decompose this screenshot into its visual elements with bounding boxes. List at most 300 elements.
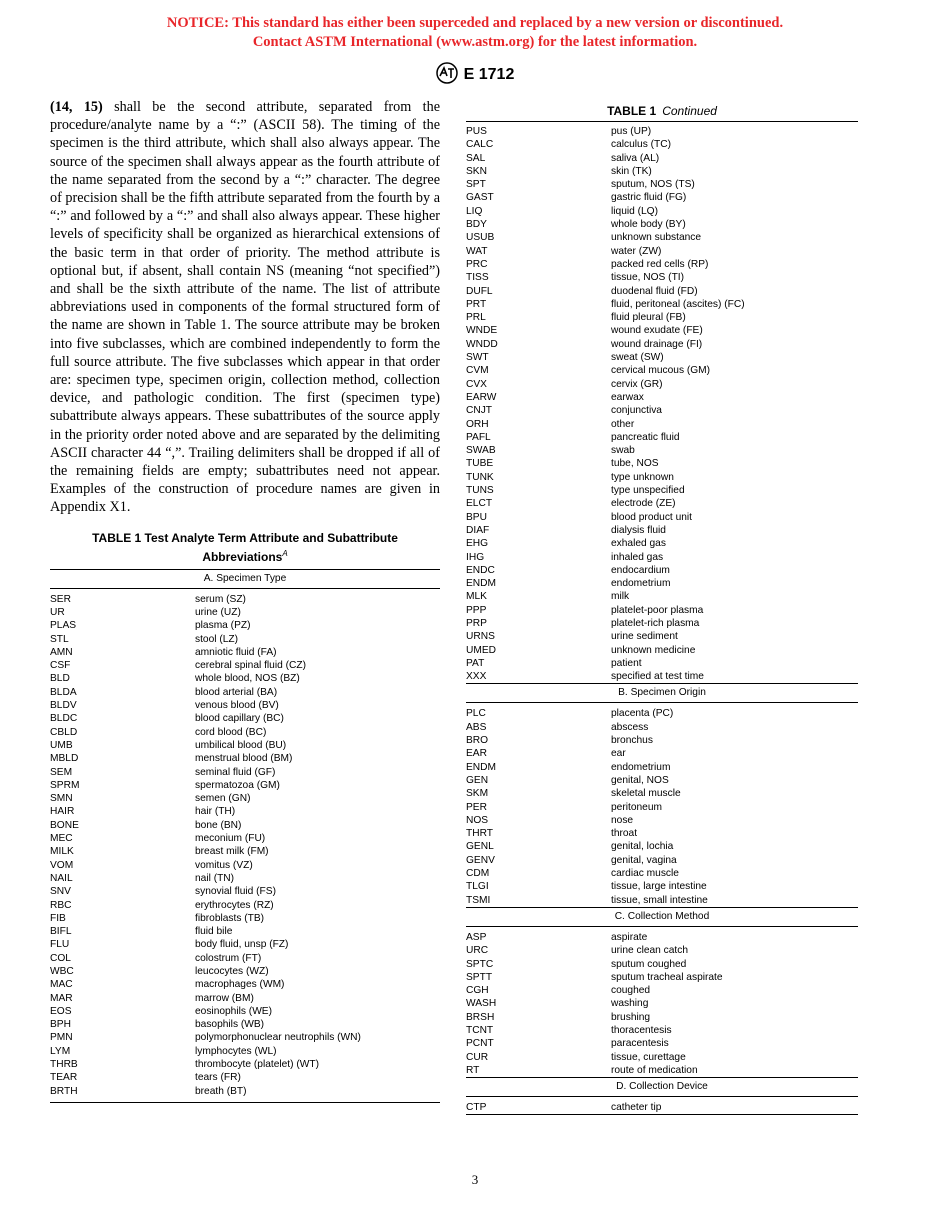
astm-logo-icon xyxy=(436,62,458,84)
notice-line-2: Contact ASTM International (www.astm.org) for the latest information. xyxy=(252,34,698,50)
designation: E 1712 xyxy=(463,66,515,83)
table-title xyxy=(50,531,440,565)
table-title-line-1: TABLE 1 Test Analyte Term Attribute and Subattribute xyxy=(92,530,398,545)
table-row xyxy=(466,484,858,497)
table-row xyxy=(466,1064,858,1077)
meaning-cell: endometrium xyxy=(611,578,671,590)
abbreviation-cell: TLGI xyxy=(466,881,489,893)
table-row xyxy=(466,971,858,984)
section-b-heading: B. Specimen Origin xyxy=(466,683,858,703)
meaning-cell: colostrum (FT) xyxy=(195,952,262,964)
meaning-cell: whole blood, NOS (BZ) xyxy=(195,673,300,685)
meaning-cell: tissue, NOS (TI) xyxy=(611,272,685,284)
table-row xyxy=(50,739,440,752)
abbreviation-cell: BPH xyxy=(50,1019,71,1031)
section-d-heading: D. Collection Device xyxy=(466,1077,858,1097)
table-row xyxy=(466,1037,858,1050)
meaning-cell: plasma (PZ) xyxy=(195,620,251,632)
abbreviation-cell: EHG xyxy=(466,538,489,550)
table-row xyxy=(50,699,440,712)
table-row xyxy=(50,832,440,845)
table-row xyxy=(50,899,440,912)
meaning-cell: catheter tip xyxy=(611,1102,662,1114)
meaning-cell: thrombocyte (platelet) (WT) xyxy=(195,1059,319,1071)
table-row xyxy=(466,747,858,760)
meaning-cell: abscess xyxy=(611,721,649,733)
table-row xyxy=(466,497,858,510)
table-row xyxy=(50,619,440,632)
abbreviation-cell: SNV xyxy=(50,886,71,898)
table-row xyxy=(466,734,858,747)
table-row xyxy=(466,165,858,178)
abbreviation-cell: MAC xyxy=(50,979,73,991)
meaning-cell: unknown substance xyxy=(611,232,702,244)
abbreviation-cell: SKN xyxy=(466,165,487,177)
paragraph-text: shall be the second attribute, separated from the procedure/analyte name by a “:” (ASCII 58). The timing of the specimen is the third attribute, which shall also always appear. The source of the specimen shall always appear as the fourth attribute of the name separated from the second by a “:” character. The degree of precision shall be the fifth attribute separated from the fourth by a “:” and followed by a “:” and shall also always appear. These higher levels of specificity shall be organized as hierarchical extensions of the basic term in that order of priority. The method attribute is optional but, if absent, shall contain NS (meaning “not specified”) and shall be the sixth attribute of the name. The list of attribute abbreviations used in components of the formal structured form of the name are shown in Table 1. The source attribute may be broken into five subclasses, which are combined independently to form the full source attribute. The five subclasses which appear in that order are: specimen type, specimen origin, collection method, collection device, and pathologic condition. The first (specimen type) subattribute always appears. These subattributes of the source apply in the priority order noted above and are separated by the delimiting ASCII character 44 “,”. Trailing delimiters shall be dropped if all of the remaining fields are empty; subattributes need not appear. Examples of the construction of procedure names are given in Appendix X1. xyxy=(50,99,440,516)
meaning-cell: nail (TN) xyxy=(195,872,235,884)
table-row xyxy=(466,524,858,537)
table-row xyxy=(466,840,858,853)
abbreviation-cell: URC xyxy=(466,945,489,957)
abbreviation-cell: SPT xyxy=(466,179,486,191)
abbreviation-cell: SKM xyxy=(466,788,489,800)
table-footnote-marker: A xyxy=(282,548,288,558)
abbreviation-cell: EOS xyxy=(50,1005,72,1017)
table-row xyxy=(50,912,440,925)
table-row xyxy=(466,774,858,787)
right-column xyxy=(466,104,858,1115)
table-row xyxy=(466,854,858,867)
meaning-cell: cervical mucous (GM) xyxy=(611,365,711,377)
meaning-cell: calculus (TC) xyxy=(611,139,672,151)
table-row xyxy=(50,1018,440,1031)
meaning-cell: pancreatic fluid xyxy=(611,431,680,443)
abbreviation-cell: PAFL xyxy=(466,431,491,443)
meaning-cell: seminal fluid (GF) xyxy=(195,766,276,778)
meaning-cell: blood capillary (BC) xyxy=(195,713,284,725)
table-row xyxy=(50,859,440,872)
page-number: 3 xyxy=(471,1172,479,1187)
meaning-cell: wound drainage (FI) xyxy=(611,338,703,350)
abbreviation-cell: CALC xyxy=(466,139,494,151)
table-row xyxy=(50,965,440,978)
table-row xyxy=(466,1051,858,1064)
abbreviation-cell: PMN xyxy=(50,1032,73,1044)
meaning-cell: eosinophils (WE) xyxy=(195,1005,272,1017)
meaning-cell: type unknown xyxy=(611,471,674,483)
abbreviation-cell: SPRM xyxy=(50,779,80,791)
table-row xyxy=(50,726,440,739)
meaning-cell: coughed xyxy=(611,985,651,997)
meaning-cell: serum (SZ) xyxy=(195,593,246,605)
abbreviation-cell: BLDC xyxy=(50,713,78,725)
table-row xyxy=(466,958,858,971)
abbreviation-cell: WASH xyxy=(466,998,497,1010)
abbreviation-cell: UMB xyxy=(50,739,73,751)
abbreviation-cell: SWAB xyxy=(466,445,496,457)
table-row xyxy=(50,646,440,659)
abbreviation-cell: SER xyxy=(50,593,71,605)
meaning-cell: tube, NOS xyxy=(611,458,659,470)
meaning-cell: cord blood (BC) xyxy=(195,726,267,738)
table-row xyxy=(466,644,858,657)
table-row xyxy=(50,992,440,1005)
abbreviation-cell: BPU xyxy=(466,511,487,523)
meaning-cell: skeletal muscle xyxy=(611,788,681,800)
meaning-cell: bone (BN) xyxy=(195,819,242,831)
abbreviation-cell: TEAR xyxy=(50,1072,78,1084)
section-c-heading: C. Collection Method xyxy=(466,907,858,927)
abbreviation-cell: MILK xyxy=(50,846,74,858)
meaning-cell: platelet-rich plasma xyxy=(611,617,700,629)
meaning-cell: amniotic fluid (FA) xyxy=(195,646,277,658)
meaning-cell: washing xyxy=(611,998,649,1010)
abbreviation-cell: ENDC xyxy=(466,564,495,576)
table-continued-title xyxy=(466,104,858,119)
table-row xyxy=(50,925,440,938)
meaning-cell: cerebral spinal fluid (CZ) xyxy=(195,660,306,672)
meaning-cell: sputum, NOS (TS) xyxy=(611,179,695,191)
meaning-cell: patient xyxy=(611,657,642,669)
meaning-cell: hair (TH) xyxy=(195,806,236,818)
meaning-cell: exhaled gas xyxy=(611,538,666,550)
abbreviation-cell: PPP xyxy=(466,604,487,616)
meaning-cell: genital, vagina xyxy=(611,854,677,866)
meaning-cell: venous blood (BV) xyxy=(195,700,279,712)
table-row xyxy=(466,125,858,138)
meaning-cell: tissue, large intestine xyxy=(611,881,707,893)
table-row xyxy=(466,431,858,444)
table-right-end-line xyxy=(466,1114,858,1115)
abbreviation-cell: LYM xyxy=(50,1045,71,1057)
meaning-cell: fibroblasts (TB) xyxy=(195,912,265,924)
abbreviation-cell: ELCT xyxy=(466,498,493,510)
abbreviation-cell: EARW xyxy=(466,391,497,403)
table-row xyxy=(50,952,440,965)
abbreviation-cell: TUNK xyxy=(466,471,494,483)
meaning-cell: meconium (FU) xyxy=(195,833,266,845)
abbreviation-cell: BRO xyxy=(466,735,489,747)
abbreviation-cell: SEM xyxy=(50,766,73,778)
meaning-cell: synovial fluid (FS) xyxy=(195,886,276,898)
abbreviation-cell: GEN xyxy=(466,774,489,786)
left-column xyxy=(50,98,440,1103)
meaning-cell: tissue, small intestine xyxy=(611,894,708,906)
abbreviation-cell: CGH xyxy=(466,985,489,997)
abbreviation-cell: EAR xyxy=(466,748,487,760)
abbreviation-cell: DIAF xyxy=(466,524,490,536)
abbreviation-cell: BLDA xyxy=(50,686,77,698)
abbreviation-cell: AMN xyxy=(50,646,73,658)
table-row xyxy=(466,721,858,734)
notice-banner xyxy=(0,14,950,52)
meaning-cell: fluid, peritoneal (ascites) (FC) xyxy=(611,298,745,310)
abbreviation-cell: ENDM xyxy=(466,578,496,590)
table-row xyxy=(50,819,440,832)
table-row xyxy=(466,444,858,457)
meaning-cell: stool (LZ) xyxy=(195,633,239,645)
meaning-cell: fluid bile xyxy=(195,926,233,938)
abbreviation-cell: NAIL xyxy=(50,872,73,884)
meaning-cell: type unspecified xyxy=(611,485,685,497)
meaning-cell: marrow (BM) xyxy=(195,992,254,1004)
abbreviation-cell: SPTT xyxy=(466,971,493,983)
table-row xyxy=(466,577,858,590)
abbreviation-cell: FLU xyxy=(50,939,70,951)
meaning-cell: genital, NOS xyxy=(611,774,669,786)
meaning-cell: conjunctiva xyxy=(611,405,662,417)
table-row xyxy=(466,707,858,720)
meaning-cell: tears (FR) xyxy=(195,1072,241,1084)
table-row xyxy=(466,657,858,670)
table-row xyxy=(50,1058,440,1071)
table-row xyxy=(466,670,858,683)
abbreviation-cell: ORH xyxy=(466,418,489,430)
meaning-cell: ear xyxy=(611,748,626,760)
abbreviation-cell: MAR xyxy=(50,992,73,1004)
meaning-cell: route of medication xyxy=(611,1064,698,1076)
page-header xyxy=(0,62,950,84)
meaning-cell: dialysis fluid xyxy=(611,524,666,536)
meaning-cell: whole body (BY) xyxy=(611,219,686,231)
meaning-cell: placenta (PC) xyxy=(611,708,674,720)
meaning-cell: vomitus (VZ) xyxy=(195,859,253,871)
abbreviation-cell: PUS xyxy=(466,126,487,137)
abbreviation-cell: GAST xyxy=(466,192,494,204)
meaning-cell: electrode (ZE) xyxy=(611,498,676,510)
meaning-cell: nose xyxy=(611,814,634,826)
reference-numbers: (14, 15) xyxy=(50,99,103,115)
table-row xyxy=(466,590,858,603)
abbreviation-cell: TCNT xyxy=(466,1025,494,1036)
table-row xyxy=(466,457,858,470)
abbreviation-cell: WNDD xyxy=(466,338,498,350)
table-row xyxy=(466,1011,858,1024)
table-row xyxy=(50,766,440,779)
meaning-cell: thoracentesis xyxy=(611,1025,672,1036)
abbreviation-cell: RBC xyxy=(50,899,72,911)
table-row xyxy=(466,258,858,271)
meaning-cell: sputum tracheal aspirate xyxy=(611,971,723,983)
table-right-rows-d xyxy=(466,1101,858,1114)
meaning-cell: endometrium xyxy=(611,761,671,773)
meaning-cell: unknown medicine xyxy=(611,644,696,656)
abbreviation-cell: BLD xyxy=(50,673,70,685)
abbreviation-cell: GENL xyxy=(466,841,494,853)
abbreviation-cell: WAT xyxy=(466,245,488,257)
table-row xyxy=(466,827,858,840)
abbreviation-cell: WBC xyxy=(50,965,74,977)
table-row xyxy=(50,593,440,606)
table-row xyxy=(466,471,858,484)
meaning-cell: basophils (WB) xyxy=(195,1019,265,1031)
table-row xyxy=(50,805,440,818)
table-row xyxy=(466,867,858,880)
abbreviation-cell: SPTC xyxy=(466,958,494,970)
table-row xyxy=(466,944,858,957)
abbreviation-cell: USUB xyxy=(466,232,495,244)
table-left-rows xyxy=(50,593,440,1098)
table-right-rows-a xyxy=(466,125,858,683)
table-row xyxy=(466,1101,858,1114)
table-row xyxy=(466,351,858,364)
table-row xyxy=(466,191,858,204)
meaning-cell: cervix (GR) xyxy=(611,378,663,390)
abbreviation-cell: WNDE xyxy=(466,325,498,337)
abbreviation-cell: STL xyxy=(50,633,69,645)
table-row xyxy=(466,814,858,827)
notice-line-1: NOTICE: This standard has either been superceded and replaced by a new version or discontinued. xyxy=(166,15,784,31)
table-right-rows-c xyxy=(466,931,858,1077)
table-row xyxy=(466,761,858,774)
abbreviation-cell: PRL xyxy=(466,312,486,324)
table-row xyxy=(466,245,858,258)
abbreviation-cell: TISS xyxy=(466,272,489,284)
abbreviation-cell: BONE xyxy=(50,819,79,831)
meaning-cell: polymorphonuclear neutrophils (WN) xyxy=(195,1032,361,1044)
abbreviation-cell: ENDM xyxy=(466,761,496,773)
abbreviation-cell: ASP xyxy=(466,931,487,943)
abbreviation-cell: BRSH xyxy=(466,1011,495,1023)
table-row xyxy=(50,1085,440,1098)
abbreviation-cell: BDY xyxy=(466,219,487,231)
abbreviation-cell: CVX xyxy=(466,378,487,390)
table-row xyxy=(466,152,858,165)
meaning-cell: umbilical blood (BU) xyxy=(195,739,287,751)
meaning-cell: urine sediment xyxy=(611,631,678,643)
abbreviation-cell: TSMI xyxy=(466,894,491,906)
table-row xyxy=(466,285,858,298)
meaning-cell: menstrual blood (BM) xyxy=(195,753,293,765)
meaning-cell: inhaled gas xyxy=(611,551,664,563)
table-row xyxy=(466,271,858,284)
abbreviation-cell: NOS xyxy=(466,814,489,826)
abbreviation-cell: TUNS xyxy=(466,485,494,497)
meaning-cell: skin (TK) xyxy=(611,165,652,177)
meaning-cell: genital, lochia xyxy=(611,841,674,853)
abbreviation-cell: PRT xyxy=(466,298,487,310)
meaning-cell: liquid (LQ) xyxy=(611,205,658,217)
meaning-cell: milk xyxy=(611,591,630,603)
meaning-cell: spermatozoa (GM) xyxy=(195,779,280,791)
continued-word: Continued xyxy=(662,104,717,118)
meaning-cell: peritoneum xyxy=(611,801,662,813)
table-row xyxy=(466,894,858,907)
meaning-cell: throat xyxy=(611,828,638,840)
table-row xyxy=(466,364,858,377)
meaning-cell: sputum coughed xyxy=(611,958,687,970)
abbreviation-cell: THRT xyxy=(466,828,493,840)
abbreviation-cell: ABS xyxy=(466,721,487,733)
table-row xyxy=(466,801,858,814)
meaning-cell: semen (GN) xyxy=(195,793,251,805)
abbreviation-cell: URNS xyxy=(466,631,495,643)
abbreviation-cell: IHG xyxy=(466,551,485,563)
table-row xyxy=(466,324,858,337)
table-row xyxy=(50,845,440,858)
table-row xyxy=(466,984,858,997)
abbreviation-cell: MLK xyxy=(466,591,487,603)
meaning-cell: wound exudate (FE) xyxy=(611,325,703,337)
meaning-cell: other xyxy=(611,418,635,430)
meaning-cell: packed red cells (RP) xyxy=(611,258,709,270)
meaning-cell: breath (BT) xyxy=(195,1085,247,1097)
table-row xyxy=(466,604,858,617)
meaning-cell: platelet-poor plasma xyxy=(611,604,704,616)
meaning-cell: erythrocytes (RZ) xyxy=(195,899,274,911)
meaning-cell: lymphocytes (WL) xyxy=(195,1045,277,1057)
meaning-cell: leucocytes (WZ) xyxy=(195,965,269,977)
table-row xyxy=(466,311,858,324)
abbreviation-cell: PRP xyxy=(466,617,487,629)
abbreviation-cell: SAL xyxy=(466,152,486,164)
meaning-cell: sweat (SW) xyxy=(611,352,664,364)
meaning-cell: body fluid, unsp (FZ) xyxy=(195,939,289,951)
abbreviation-cell: LIQ xyxy=(466,205,483,217)
abbreviation-cell: HAIR xyxy=(50,806,75,818)
table-row xyxy=(50,978,440,991)
abbreviation-cell: CDM xyxy=(466,868,490,880)
table-row xyxy=(466,997,858,1010)
abbreviation-cell: CTP xyxy=(466,1102,487,1114)
table-row xyxy=(466,880,858,893)
table-row xyxy=(50,792,440,805)
meaning-cell: aspirate xyxy=(611,931,648,943)
abbreviation-cell: BIFL xyxy=(50,926,72,938)
meaning-cell: urine clean catch xyxy=(611,945,689,957)
meaning-cell: fluid pleural (FB) xyxy=(611,312,686,324)
table-row xyxy=(466,138,858,151)
meaning-cell: bronchus xyxy=(611,735,653,747)
table-row xyxy=(50,1071,440,1084)
meaning-cell: blood arterial (BA) xyxy=(195,686,278,698)
meaning-cell: specified at test time xyxy=(611,671,704,683)
table-row xyxy=(466,218,858,231)
table-row xyxy=(466,511,858,524)
table-row xyxy=(466,787,858,800)
meaning-cell: water (ZW) xyxy=(611,245,662,257)
abbreviation-cell: DUFL xyxy=(466,285,493,297)
table-row xyxy=(466,205,858,218)
table-row xyxy=(466,1024,858,1037)
table-row xyxy=(50,1005,440,1018)
meaning-cell: pus (UP) xyxy=(611,126,652,137)
table-row xyxy=(50,752,440,765)
abbreviation-cell: VOM xyxy=(50,859,74,871)
abbreviation-cell: CBLD xyxy=(50,726,78,738)
section-a-heading: A. Specimen Type xyxy=(50,569,440,589)
table-row xyxy=(466,537,858,550)
meaning-cell: saliva (AL) xyxy=(611,152,660,164)
abbreviation-cell: TUBE xyxy=(466,458,494,470)
table-row xyxy=(466,404,858,417)
abbreviation-cell: UR xyxy=(50,606,65,618)
meaning-cell: paracentesis xyxy=(611,1038,669,1050)
abbreviation-cell: MEC xyxy=(50,833,73,845)
table-title-line-2: Abbreviations xyxy=(202,549,283,564)
abbreviation-cell: CVM xyxy=(466,365,489,377)
abbreviation-cell: PAT xyxy=(466,657,485,669)
abbreviation-cell: THRB xyxy=(50,1059,78,1071)
table-row xyxy=(466,378,858,391)
abbreviation-cell: PER xyxy=(466,801,487,813)
table-row xyxy=(466,178,858,191)
abbreviation-cell: PLAS xyxy=(50,620,77,632)
table-row xyxy=(50,885,440,898)
table-row xyxy=(466,298,858,311)
abbreviation-cell: PRC xyxy=(466,258,488,270)
table-row xyxy=(466,551,858,564)
